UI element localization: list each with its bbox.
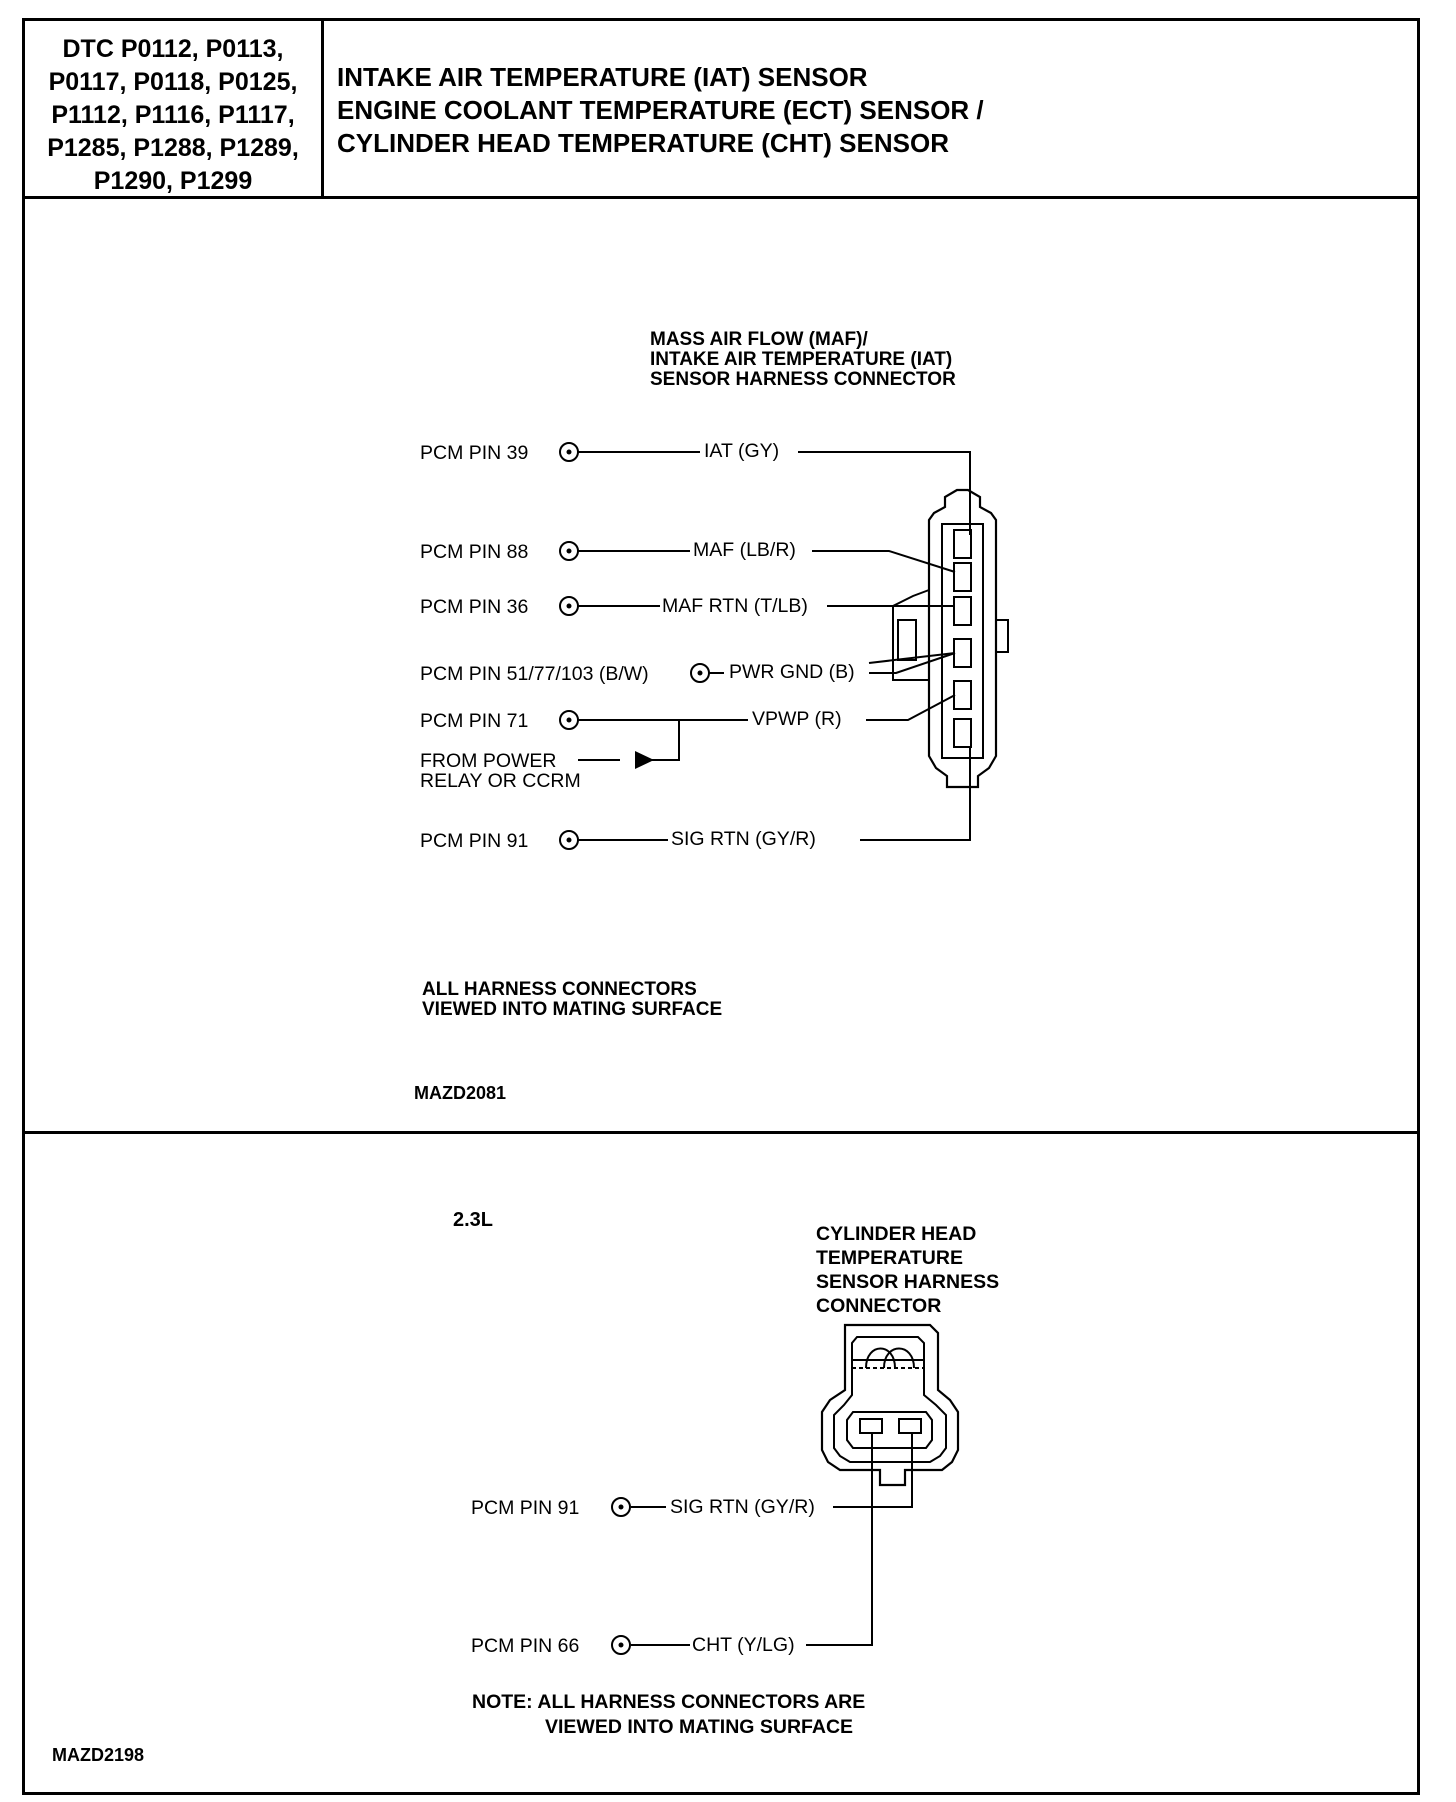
figure-id: MAZD2081: [414, 1083, 507, 1103]
power-source-label: [420, 751, 581, 791]
pin-label: PCM PIN 91: [471, 1497, 580, 1519]
caption-line: TEMPERATURE: [816, 1247, 963, 1269]
title-line: CYLINDER HEAD TEMPERATURE (CHT) SENSOR: [337, 128, 949, 158]
pin-label: PCM PIN 51/77/103 (B/W): [420, 663, 649, 685]
dtc-line: DTC P0112, P0113,: [62, 35, 284, 63]
maf-iat-connector: [893, 490, 1008, 787]
caption-line: MASS AIR FLOW (MAF)/: [650, 329, 868, 350]
pin-label: PCM PIN 66: [471, 1635, 580, 1657]
note-line: NOTE: ALL HARNESS CONNECTORS ARE: [472, 1691, 866, 1713]
circuit-label: SIG RTN (GY/R): [671, 828, 816, 850]
circuit-label: CHT (Y/LG): [692, 1634, 795, 1656]
dtc-line: P1285, P1288, P1289,: [47, 134, 299, 162]
circuit-label: MAF (LB/R): [693, 539, 796, 561]
cht-connector-title: [816, 1222, 999, 1318]
pin-label: PCM PIN 88: [420, 541, 529, 563]
dtc-line: P0117, P0118, P0125,: [48, 68, 298, 96]
title-line: INTAKE AIR TEMPERATURE (IAT) SENSOR: [337, 62, 868, 92]
arrow-right-icon: [635, 751, 654, 769]
title-line: ENGINE COOLANT TEMPERATURE (ECT) SENSOR /: [337, 95, 984, 125]
cht-wires: [631, 1433, 912, 1645]
dtc-line: P1112, P1116, P1117,: [51, 101, 295, 129]
circuit-label: SIG RTN (GY/R): [670, 1496, 815, 1518]
caption-line: SENSOR HARNESS: [816, 1271, 1000, 1293]
maf-wires: [578, 452, 970, 840]
pin-label: PCM PIN 91: [420, 830, 529, 852]
caption-line: CONNECTOR: [816, 1295, 942, 1317]
note-line: VIEWED INTO MATING SURFACE: [545, 1716, 854, 1738]
circuit-label: IAT (GY): [704, 440, 780, 462]
dtc-line: P1290, P1299: [93, 167, 253, 195]
caption-line: CYLINDER HEAD: [816, 1223, 977, 1245]
cht-viewing-note: [472, 1690, 865, 1740]
circuit-label: VPWP (R): [752, 708, 842, 730]
maf-viewing-note: [422, 980, 722, 1020]
pin-terminal-symbols: [560, 443, 709, 1654]
pin-label: PCM PIN 36: [420, 596, 529, 618]
figure-id: MAZD2198: [52, 1745, 145, 1765]
circuit-label: MAF RTN (T/LB): [662, 595, 808, 617]
cht-connector: [822, 1325, 958, 1485]
caption-line: INTAKE AIR TEMPERATURE (IAT): [650, 349, 953, 370]
engine-label: 2.3L: [453, 1209, 494, 1231]
pin-label: PCM PIN 71: [420, 710, 529, 732]
pin-label: PCM PIN 39: [420, 442, 529, 464]
circuit-label: PWR GND (B): [729, 661, 855, 683]
maf-connector-title: [650, 330, 956, 390]
caption-line: SENSOR HARNESS CONNECTOR: [650, 369, 956, 390]
power-source-line: RELAY OR CCRM: [420, 770, 581, 792]
note-line: ALL HARNESS CONNECTORS: [422, 979, 697, 1000]
power-source-line: FROM POWER: [420, 750, 557, 772]
note-line: VIEWED INTO MATING SURFACE: [422, 999, 723, 1020]
